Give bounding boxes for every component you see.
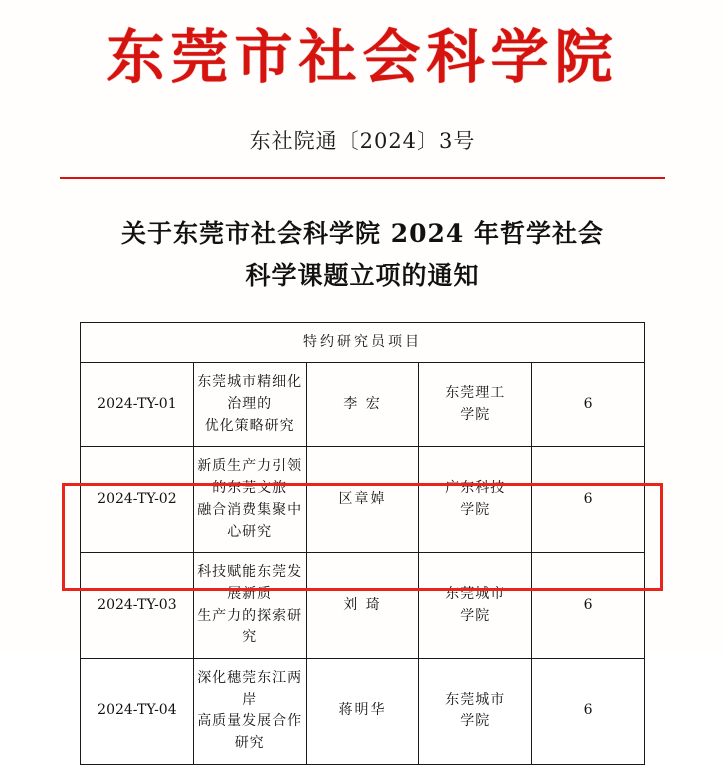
row-unit-line-1: 东莞城市 — [445, 585, 506, 602]
row-unit-line-2: 学院 — [460, 713, 491, 730]
row-unit-line-2: 学院 — [460, 607, 491, 624]
row-number: 6 — [532, 658, 645, 764]
table-row — [81, 553, 645, 659]
row-unit-line-2: 学院 — [460, 406, 491, 423]
row-person: 蒋明华 — [306, 658, 419, 764]
table-row — [81, 363, 645, 447]
row-unit-line-2: 学院 — [460, 501, 491, 518]
row-project-name — [193, 658, 306, 764]
row-code: 2024-TY-03 — [81, 553, 194, 659]
row-project-name-line-1: 科技赋能东莞发展新质 — [197, 564, 303, 602]
row-project-name-line-1: 深化穗莞东江两岸 — [197, 669, 303, 708]
project-table — [80, 322, 645, 765]
table-section-header: 特约研究员项目 — [81, 322, 645, 363]
page-title-line-1: 关于东莞市社会科学院 2024 年哲学社会 — [121, 218, 604, 248]
table-section-header-row — [81, 322, 645, 363]
row-unit — [419, 363, 532, 447]
row-person: 刘 琦 — [306, 553, 419, 659]
row-code: 2024-TY-01 — [81, 363, 194, 447]
project-table-wrapper — [80, 322, 645, 765]
red-divider-rule — [60, 177, 665, 179]
row-person: 李 宏 — [306, 363, 419, 447]
row-project-name-line-1: 东莞城市精细化治理的 — [197, 374, 303, 413]
row-unit-line-1: 广东科技 — [445, 480, 506, 497]
masthead-title: 东莞市社会科学院 — [106, 23, 619, 91]
row-unit-line-1: 东莞城市 — [445, 691, 506, 708]
row-number: 6 — [532, 447, 645, 553]
row-number: 6 — [532, 363, 645, 447]
row-unit-line-1: 东莞理工 — [445, 385, 506, 402]
document-number: 东社院通〔2024〕3号 — [249, 128, 476, 153]
row-project-name-line-2: 融合消费集聚中心研究 — [197, 501, 303, 540]
row-project-name-line-1: 新质生产力引领的东莞文旅 — [197, 458, 303, 497]
table-row — [81, 658, 645, 764]
masthead — [0, 0, 725, 91]
row-number: 6 — [532, 553, 645, 659]
row-code: 2024-TY-02 — [81, 447, 194, 553]
row-project-name — [193, 553, 306, 659]
row-unit — [419, 553, 532, 659]
row-project-name-line-2: 高质量发展合作研究 — [197, 713, 303, 751]
row-project-name — [193, 447, 306, 553]
page-title-line-2: 科学课题立项的通知 — [245, 261, 480, 291]
row-person: 区章婥 — [306, 447, 419, 553]
row-project-name-line-2: 优化策略研究 — [204, 417, 295, 434]
row-project-name-line-2: 生产力的探索研究 — [197, 607, 303, 646]
row-code: 2024-TY-04 — [81, 658, 194, 764]
row-unit — [419, 658, 532, 764]
row-project-name — [193, 363, 306, 447]
row-unit — [419, 447, 532, 553]
page-title — [110, 213, 615, 298]
table-row — [81, 447, 645, 553]
